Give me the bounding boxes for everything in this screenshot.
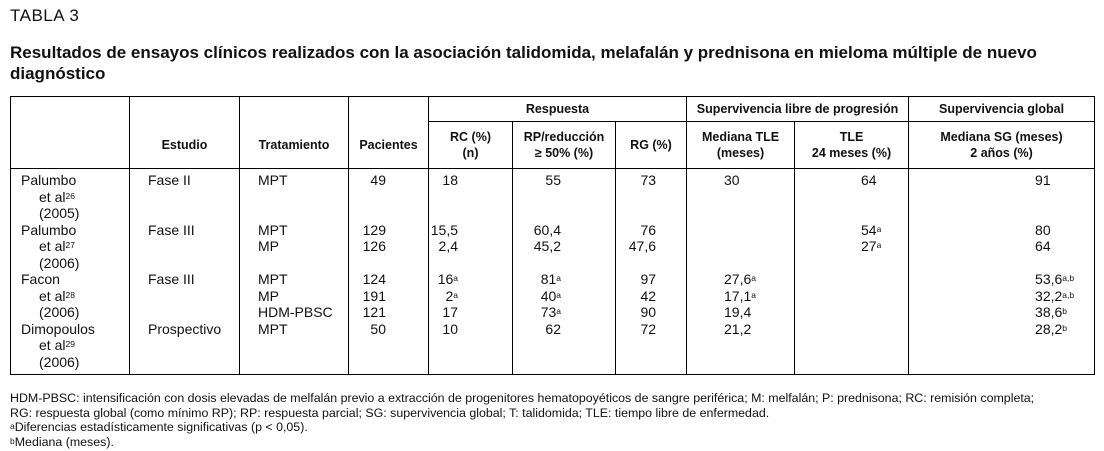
rc-value: 15,5 [430,221,458,238]
header-rp: RP/reducción ≥ 50% (%) [513,122,616,169]
empty-line [429,354,458,371]
header-empty-2 [130,97,240,122]
treatment-cell [240,321,349,375]
sg-value: 53,6$^{a,b}$ [1035,271,1075,287]
empty-line [616,337,656,354]
rp-value: 45,2 [533,238,561,254]
treatment-cell [240,271,349,321]
empty-line [349,337,386,354]
study-cell [11,271,130,321]
rg-value: 47,6 [628,238,657,254]
study-author: Dimopoulos [21,320,95,337]
rp-value: 60,4 [533,221,561,238]
rg-value: 90 [640,304,657,320]
study-phase: Prospectivo [130,321,240,375]
tle-24-value: 64 [861,172,877,188]
rg-value: 72 [640,320,657,337]
empty-line [861,255,908,272]
median-tle-cell [687,271,795,321]
study-cell [11,321,130,375]
footnote-a: $^a$Diferencias estadísticamente significativas (p < 0,05). [10,420,308,434]
study-author: Palumbo [21,172,77,188]
treatment-cell [240,222,349,272]
empty-line [724,255,794,272]
rc-cell [429,169,513,222]
empty-line [513,354,561,371]
patients-value: 124 [362,271,386,287]
study-etal: et $al^{27}$ [39,238,75,254]
rp-value: 40$^a$ [540,287,561,304]
sg-cell [909,321,1095,375]
treatment-value: HDM-PBSC [258,304,333,320]
rc-value: 2,4 [438,238,458,254]
empty-line [258,337,348,354]
empty-line [724,205,794,222]
rp-cell [513,321,616,375]
header-pacientes: Pacientes [349,122,429,169]
group-header-sg: Supervivencia global [909,97,1095,122]
median-tle-cell [687,169,795,222]
tle-24-value [861,288,908,305]
sg-cell [909,169,1095,222]
tle-24-cell [795,321,909,375]
treatment-value: MPT [258,271,288,287]
treatment-value: MP [258,238,279,254]
study-reference: 29 [65,339,75,349]
rc-value: 18 [442,172,458,188]
empty-line [724,189,794,206]
study-year: (2005) [39,205,80,221]
empty-line [724,354,794,371]
header-mediana-tle: Mediana TLE (meses) [687,122,795,169]
study-author: Facon [21,271,60,287]
tle-24-value [861,304,908,321]
empty-line [616,255,656,272]
treatment-value: MPT [258,172,288,188]
header-estudio: Estudio [130,122,240,169]
empty-line [861,205,908,222]
header-sg: Mediana SG (meses) 2 años (%) [909,122,1095,169]
sg-cell [909,222,1095,272]
patients-cell [349,321,429,375]
patients-value: 126 [362,238,386,254]
patients-value: 191 [362,287,386,304]
rc-value: 10 [442,320,458,337]
rg-value: 76 [640,221,657,238]
study-reference: 26 [65,190,75,201]
patients-value: 49 [370,172,386,188]
empty-line [513,255,561,272]
results-body [11,169,1095,375]
header-tratamiento: Tratamiento [240,122,349,169]
tle-24-cell [795,169,909,222]
empty-line [1035,205,1094,222]
rp-cell [513,222,616,272]
empty-line [513,337,561,354]
sg-value: 32,2$^{a,b}$ [1035,287,1075,304]
results-table [10,96,1095,375]
rg-value: 73 [640,172,657,188]
rg-value: 97 [640,271,657,287]
study-cell [11,222,130,272]
treatment-cell [240,169,349,222]
empty-line [258,205,348,222]
footnote-abbreviations-2: RG: respuesta global (como mínimo RP); RP: respuesta parcial; SG: supervivencia global; T: talidomida; TLE: tiempo libre de enfermedad. [10,405,770,420]
empty-line [349,255,386,272]
patients-value: 50 [370,320,386,337]
rc-value: 17 [442,304,458,320]
table-row [11,169,1095,222]
study-phase: Fase III [130,271,240,321]
sg-value: 38,6$^b$ [1035,304,1068,320]
tle-24-cell [795,271,909,321]
empty-line [1035,354,1094,371]
tle-24-cell [795,222,909,272]
study-year: (2006) [39,304,80,320]
empty-line [861,354,908,371]
rc-value: 16$^a$ [437,271,458,287]
empty-line [616,205,656,222]
header-rg: RG (%) [616,122,687,169]
empty-line [349,354,386,371]
empty-line [1035,255,1094,272]
study-author: Palumbo [21,221,77,238]
header-empty-3 [240,97,349,122]
rc-cell [429,321,513,375]
empty-line [258,354,348,371]
table-row [11,321,1095,375]
study-etal: et $al^{29}$ [39,337,75,353]
empty-line [861,337,908,354]
rg-cell [616,321,687,375]
table-row [11,222,1095,272]
study-phase: Fase II [130,169,240,222]
rg-value: 42 [640,287,657,304]
study-reference: 28 [65,289,75,300]
sg-cell [909,271,1095,321]
empty-line [429,205,458,222]
sg-value: 91 [1035,172,1051,188]
footnotes [10,391,1100,449]
rc-cell [429,271,513,321]
empty-line [861,189,908,206]
patients-value: 121 [362,304,386,320]
empty-line [724,337,794,354]
patients-cell [349,222,429,272]
rp-value: 55 [545,172,561,188]
table-label: TABLA 3 [10,6,80,25]
treatment-value: MPT [258,320,288,337]
median-tle-value [724,238,794,255]
header-rc: RC (%) (n) [429,122,513,169]
study-year: (2006) [39,254,80,271]
header-tle-24: TLE 24 meses (%) [795,122,909,169]
patients-value: 129 [362,221,386,238]
rc-cell [429,222,513,272]
study-year: (2006) [39,353,80,370]
tle-24-value [861,271,908,288]
rp-cell [513,271,616,321]
patients-cell [349,169,429,222]
empty-line [349,189,386,206]
median-tle-value: 21,2 [724,320,752,337]
rp-cell [513,169,616,222]
median-tle-value: 30 [724,172,740,188]
empty-line [1035,189,1094,206]
patients-cell [349,271,429,321]
median-tle-value: 27,6$^a$ [724,271,756,287]
table-row [11,271,1095,321]
treatment-value: MP [258,287,279,304]
empty-line [616,189,656,206]
median-tle-cell [687,321,795,375]
median-tle-value: 17,1$^a$ [724,287,756,304]
footnote-b: $^b$Mediana (meses). [10,434,114,449]
empty-line [429,255,458,272]
header-empty-1 [11,97,130,122]
rp-value: 81$^a$ [540,271,561,287]
rg-cell [616,271,687,321]
empty-line [513,189,561,206]
rg-cell [616,222,687,272]
rp-value: 62 [545,320,561,337]
median-tle-value: 19,4 [724,304,752,320]
tle-24-value: 54$^a$ [861,221,882,238]
footnote-abbreviations-1: HDM-PBSC: intensificación con dosis elevadas de melfalán previo a extracción de progenitores hematopoyéticos de sangre periférica; M: melfalán; P: prednisona; RC: remisión completa; [10,391,1035,405]
empty-line [258,255,348,272]
empty-line [429,189,458,206]
sg-value: 80 [1035,221,1051,238]
study-etal: et $al^{26}$ [39,188,75,205]
empty-line [258,189,348,206]
rg-cell [616,169,687,222]
header-empty-study [11,122,130,169]
median-tle-cell [687,222,795,272]
empty-line [349,205,386,222]
rc-value: 2$^a$ [445,287,458,304]
sg-value: 28,2$^b$ [1035,320,1068,337]
group-header-respuesta: Respuesta [429,97,687,122]
study-reference: 27 [65,240,75,250]
table-title: Resultados de ensayos clínicos realizados con la asociación talidomida, melafalán y prednisona en mieloma múltiple de nuevo diagnóstico [10,43,1037,83]
study-cell [11,169,130,222]
empty-line [513,205,561,222]
sg-value: 64 [1035,238,1051,254]
tle-24-value [861,321,908,338]
median-tle-value [724,222,794,239]
header-empty-4 [349,97,429,122]
tle-24-value: 27$^a$ [861,238,882,254]
empty-line [1035,337,1094,354]
study-etal: et $al^{28}$ [39,287,75,304]
study-phase: Fase III [130,222,240,272]
treatment-value: MPT [258,221,288,238]
rp-value: 73$^a$ [540,304,561,320]
empty-line [616,354,656,371]
group-header-slp: Supervivencia libre de progresión [687,97,909,122]
empty-line [429,337,458,354]
